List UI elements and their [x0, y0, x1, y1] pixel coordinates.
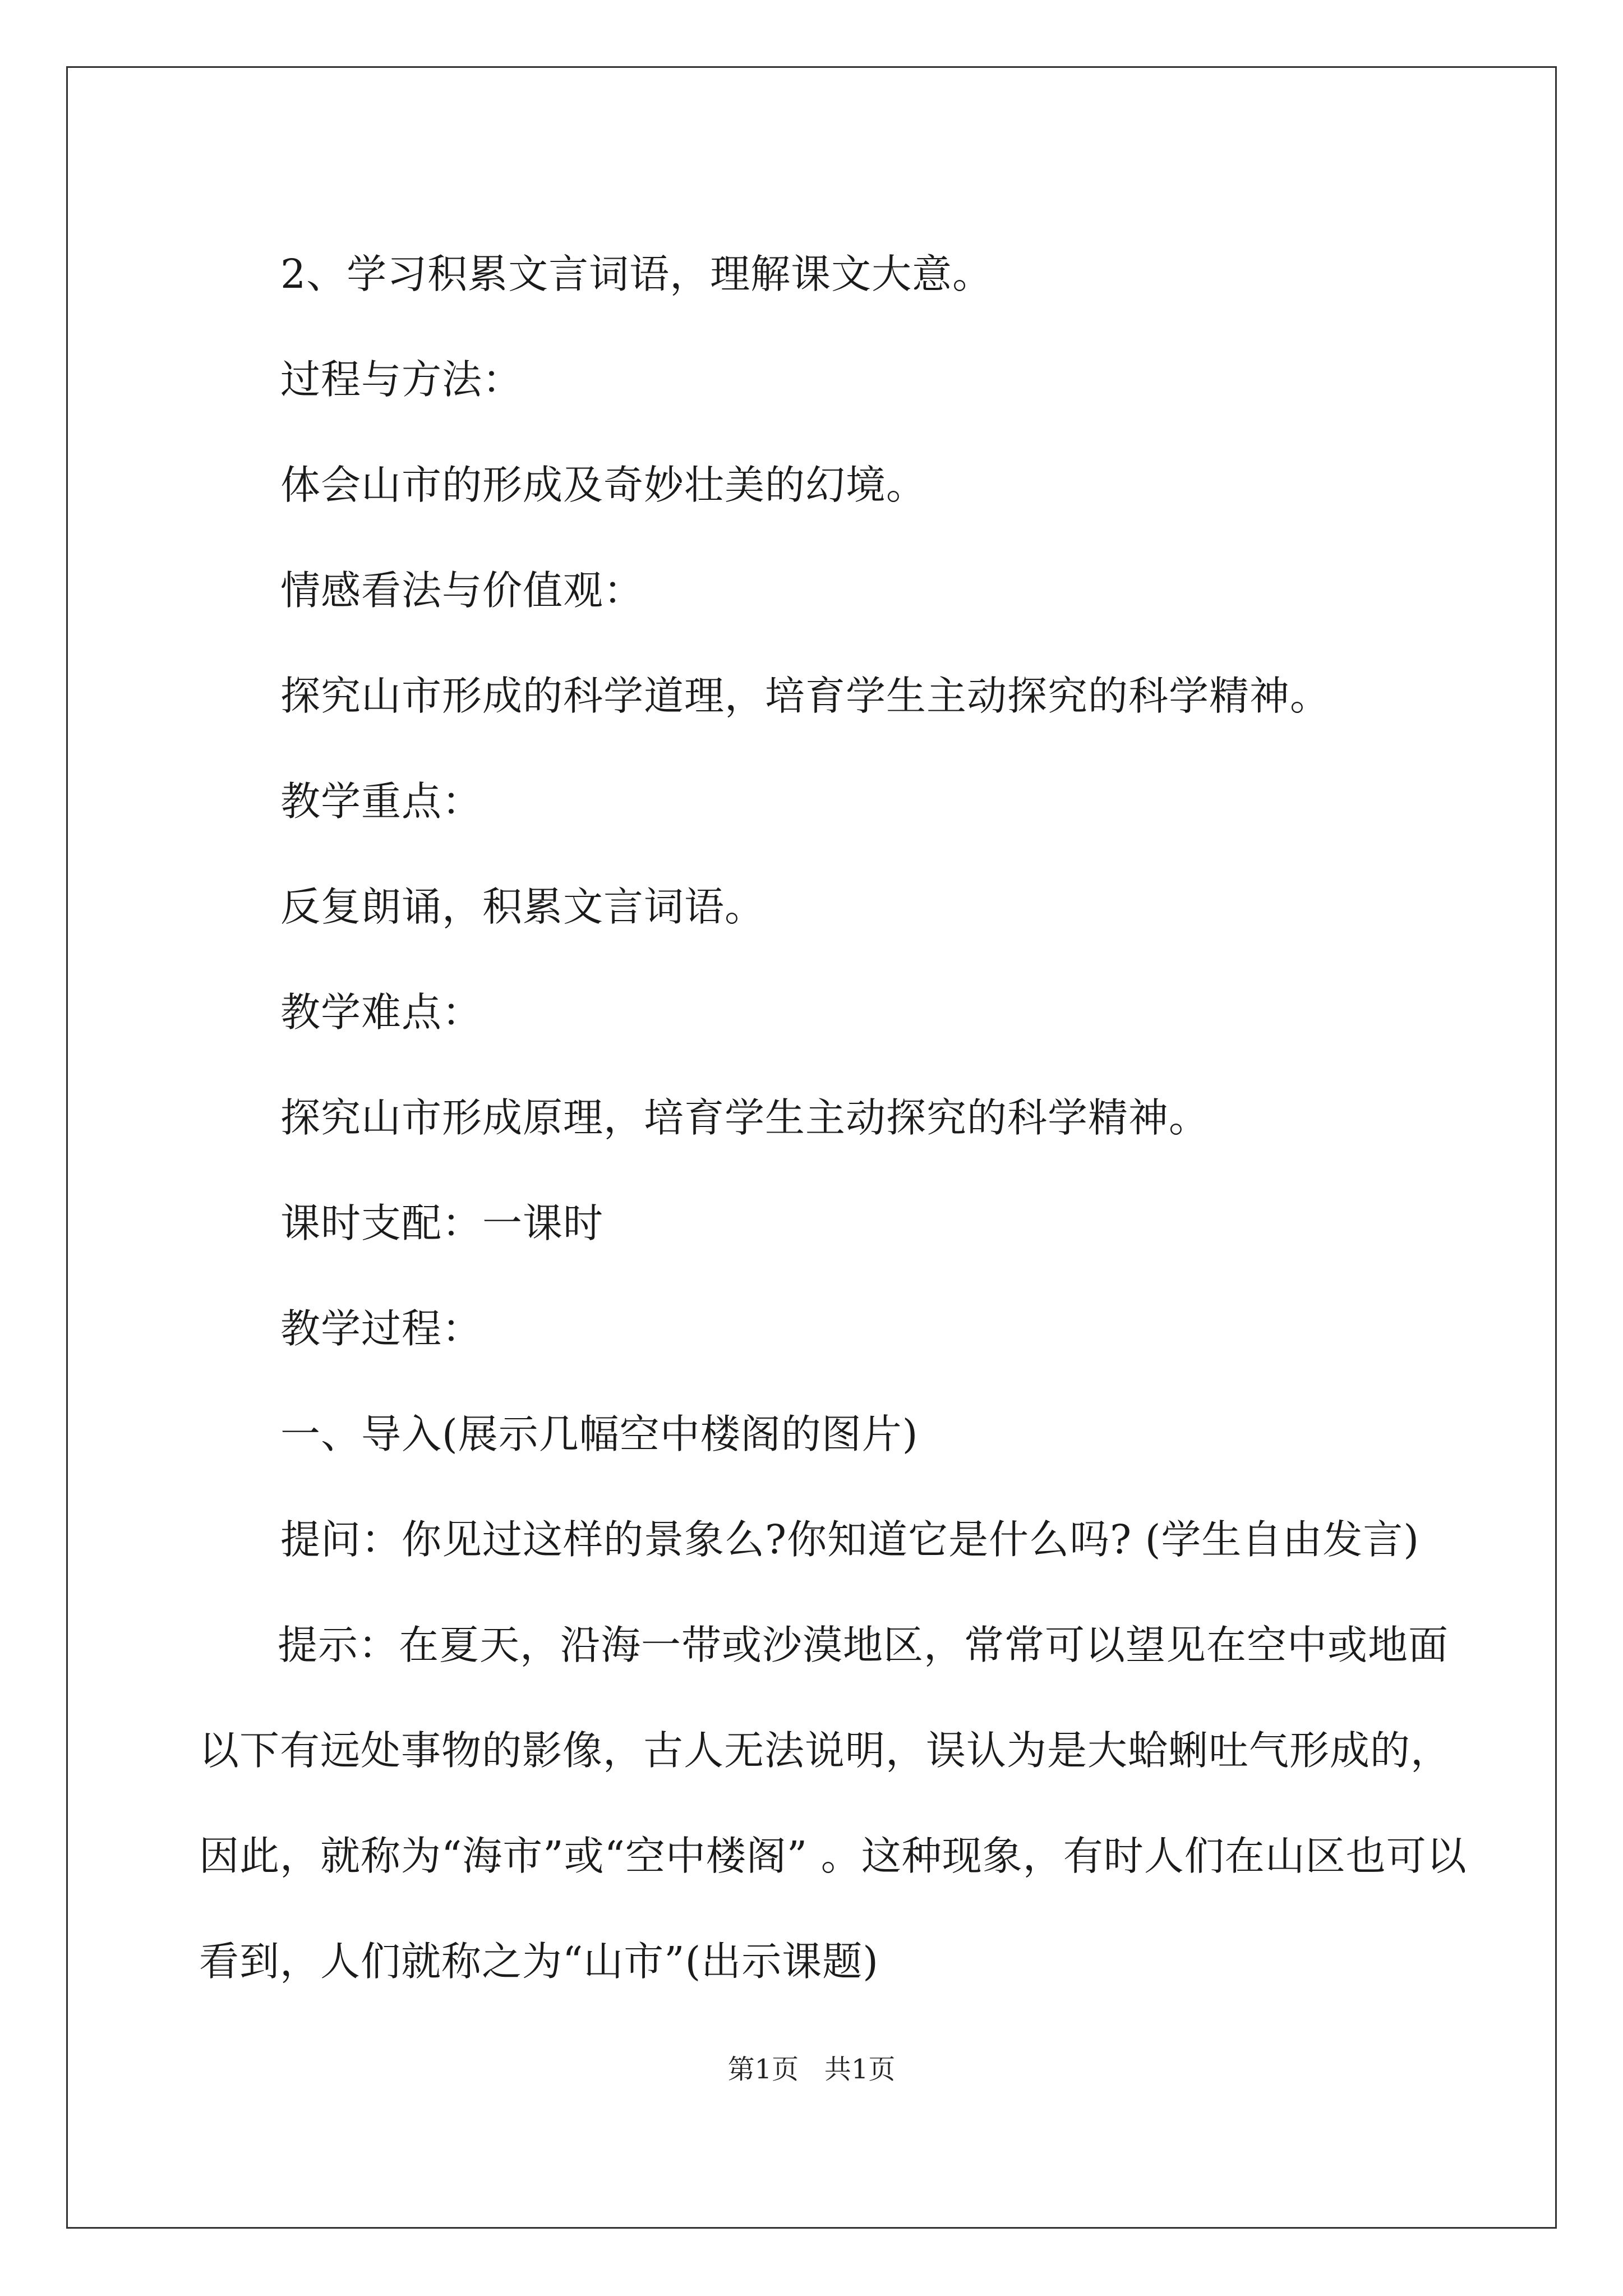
document-body — [199, 222, 1469, 2014]
paragraph-emotion-values: 探究山市形成的科学道理，培育学生主动探究的科学精神。 — [280, 673, 1331, 719]
paragraph-key-points: 反复朗诵，积累文言词语。 — [280, 884, 766, 930]
paragraph-class-hours: 课时支配：一课时 — [280, 1200, 604, 1246]
page-number-footer: 第1页 共1页 — [727, 2054, 896, 2085]
paragraph-question: 提问：你见过这样的景象么?你知道它是什么吗? (学生自由发言) — [280, 1516, 1420, 1563]
heading-difficult-points: 教学难点： — [280, 989, 483, 1036]
paragraph-difficult-points: 探究山市形成原理，培育学生主动探究的科学精神。 — [280, 1094, 1210, 1141]
heading-teaching-process: 教学过程： — [280, 1305, 483, 1352]
paragraph-hint: 提示：在夏天，沿海一带或沙漠地区，常常可以望见在空中或地面以下有远处事物的影像，古人无法说明，误认为是大蛤蜊吐气形成的，因此，就称为“海市”或“空中楼阁” 。这种现象，有时人们在山区也可以看到，人们就称之为“山市”(出示课题) — [199, 1622, 1467, 1985]
paragraph-introduction: 一、导入(展示几幅空中楼阁的图片) — [280, 1411, 919, 1457]
heading-key-points: 教学重点： — [280, 778, 483, 825]
heading-emotion-values: 情感看法与价值观： — [280, 567, 644, 614]
paragraph-learning-goal: 2、学习积累文言词语，理解课文大意。 — [280, 251, 993, 297]
heading-process-method: 过程与方法： — [280, 356, 523, 403]
paragraph-process-method: 体会山市的形成及奇妙壮美的幻境。 — [280, 462, 927, 508]
